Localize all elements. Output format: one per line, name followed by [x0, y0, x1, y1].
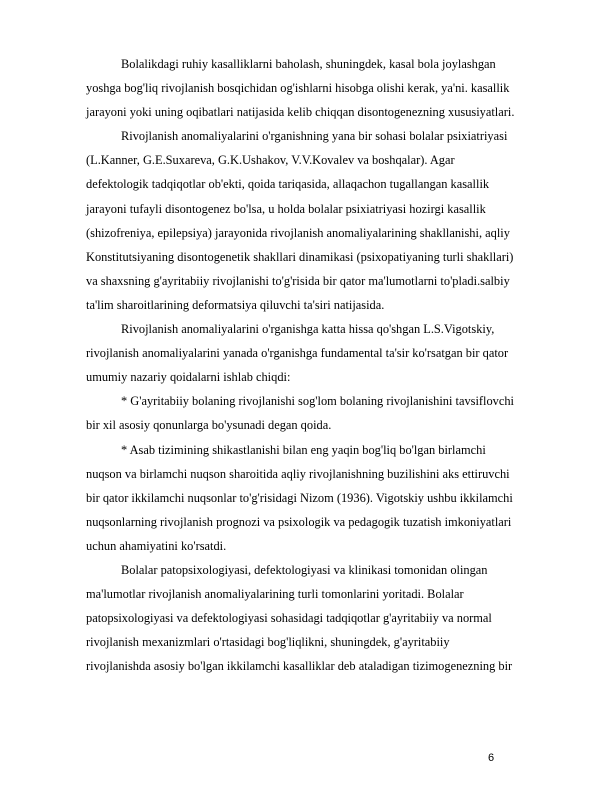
text-line: bir xil asosiy qonunlarga bo'ysunadi degan qoida. — [86, 418, 332, 433]
text-line: nuqsonlarning rivojlanish prognozi va psixologik va pedagogik tuzatish imkoniyatlari — [86, 514, 512, 529]
text-line: Bolalikdagi ruhiy kasalliklarni baholash, shuningdek, kasal bola joylashgan — [121, 57, 496, 71]
text-line: patopsixologiyasi va defektologiyasi sohasidagi tadqiqotlar g'ayritabiiy va normal — [86, 611, 492, 626]
text-line: ta'lim sharoitlarining deformatsiya qiluvchi ta'siri natijasida. — [86, 297, 385, 312]
paragraph-4 — [86, 389, 570, 437]
text-line: bir qator ikkilamchi nuqsonlar to'g'risidagi Nizom (1936). Vigotskiy ushbu ikkilamchi — [86, 490, 513, 505]
paragraph-1 — [86, 52, 570, 124]
text-line: yoshga bog'liq rivojlanish bosqichidan og'ishlarni hisobga olishi kerak, ya'ni. kasallik — [86, 81, 510, 96]
document-body — [86, 52, 570, 678]
paragraph-5 — [86, 438, 570, 558]
text-line: defektologik tadqiqotlar ob'ekti, qoida tariqasida, allaqachon tugallangan kasallik — [86, 177, 490, 192]
text-line: jarayoni tufayli disontogenez bo'lsa, u holda bolalar psixiatriyasi hozirgi kasallik — [86, 201, 486, 216]
text-line: rivojlanishda asosiy bo'lgan ikkilamchi kasalliklar deb ataladigan tizimogenezning bir — [86, 659, 513, 674]
text-line: * G'ayritabiiy bolaning rivojlanishi sog'lom bolaning rivojlanishini tavsiflovchi — [121, 394, 515, 409]
text-line: rivojlanish anomaliyalarini yanada o'rganishga fundamental ta'sir ko'rsatgan bir qator — [86, 346, 509, 361]
text-line: nuqson va birlamchi nuqson sharoitida aqliy rivojlanishning buzilishini aks ettiruvchi — [86, 466, 510, 481]
text-line: (shizofreniya, epilepsiya) jarayonida rivojlanish anomaliyalarining shakllanishi, aqliy — [86, 225, 510, 240]
text-line: va shaxsning g'ayritabiiy rivojlanishi to'g'risida bir qator ma'lumotlarni to'pladi.salbiy — [86, 273, 510, 288]
paragraph-2 — [86, 124, 570, 317]
paragraph-3 — [86, 317, 570, 389]
text-line: rivojlanish mexanizmlari o'rtasidagi bog'liqlikni, shuningdek, g'ayritabiiy — [86, 635, 450, 650]
page-number: 6 — [488, 752, 495, 764]
text-line: Rivojlanish anomaliyalarini o'rganishga katta hissa qo'shgan L.S.Vigotskiy, — [121, 322, 495, 337]
text-line: umumiy nazariy qoidalarni ishlab chiqdi: — [86, 370, 291, 385]
text-line: Konstitutsiyaning disontogenetik shakllari dinamikasi (psixopatiyaning turli shakllari) — [86, 249, 514, 264]
paragraph-6 — [86, 558, 570, 678]
text-line: * Asab tizimining shikastlanishi bilan eng yaqin bog'liq bo'lgan birlamchi — [121, 442, 486, 457]
text-line: Bolalar patopsixologiyasi, defektologiyasi va klinikasi tomonidan olingan — [121, 562, 488, 577]
text-line: jarayoni yoki uning oqibatlari natijasida kelib chiqqan disontogenezning xususiyatlari. — [86, 105, 515, 120]
text-line: Rivojlanish anomaliyalarini o'rganishning yana bir sohasi bolalar psixiatriyasi — [121, 129, 508, 144]
text-line: ma'lumotlar rivojlanish anomaliyalarining turli tomonlarini yoritadi. Bolalar — [86, 587, 464, 602]
text-line: uchun ahamiyatini ko'rsatdi. — [86, 538, 227, 553]
text-line: (L.Kanner, G.E.Suxareva, G.K.Ushakov, V.V.Kovalev va boshqalar). Agar — [86, 153, 455, 168]
